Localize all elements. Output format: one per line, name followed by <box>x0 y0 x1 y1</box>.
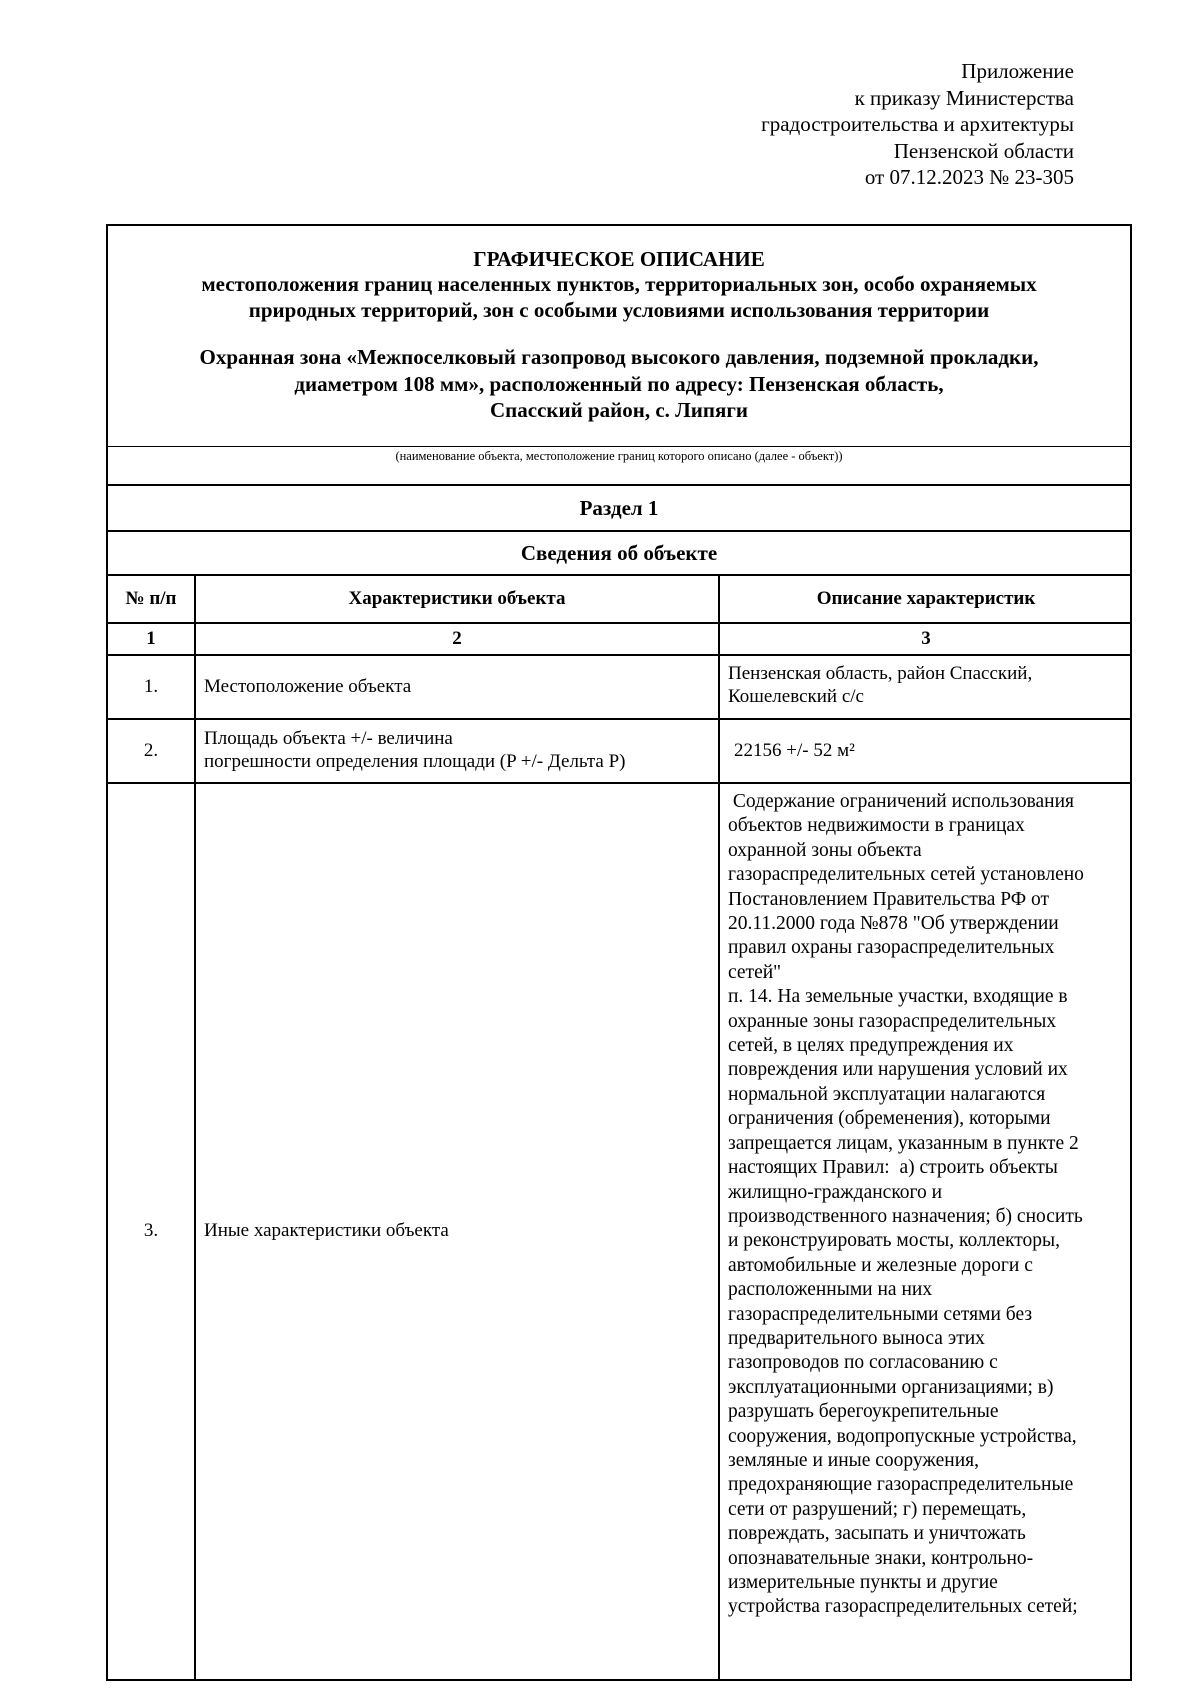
annex-line: градостроительства и архитектуры <box>761 112 1074 136</box>
row-1-num: 1. <box>143 676 159 697</box>
description-line: настоящих Правил: а) строить объекты <box>728 1157 1058 1179</box>
description-line: устройства газораспределительных сетей; <box>728 1596 1078 1618</box>
description-line: правил охраны газораспределительных <box>728 937 1055 959</box>
description-line: объектов недвижимости в границах <box>728 815 1025 837</box>
row-3-description <box>728 790 1132 1620</box>
annex-block <box>554 58 1074 191</box>
description-line: расположенными на них <box>728 1279 933 1301</box>
col-number: 2 <box>452 628 462 649</box>
header-characteristic: Характеристики объекта <box>348 588 566 609</box>
col-number: 3 <box>921 628 931 649</box>
description-line: автомобильные и железные дороги с <box>728 1254 1033 1276</box>
description-line: Содержание ограничений использования <box>728 791 1075 812</box>
description-line: сети от разрушений; г) перемещать, <box>728 1498 1027 1520</box>
description-line: охранной зоны объекта <box>728 839 922 861</box>
object-line: Спасский район, с. Липяги <box>490 398 748 422</box>
header-num: № п/п <box>125 588 177 609</box>
description-line: Кошелевский с/с <box>728 686 864 707</box>
annex-line: к приказу Министерства <box>854 85 1074 110</box>
description-line: Пензенская область, район Спасский, <box>728 663 1033 684</box>
column-separator <box>194 574 196 1681</box>
description-line: и реконструировать мосты, коллекторы, <box>728 1230 1061 1252</box>
document-frame <box>106 224 1132 1681</box>
row-2-num: 2. <box>143 740 159 761</box>
description-line: повреждать, засыпать и уничтожать <box>728 1523 1026 1545</box>
description-line: земляные и иные сооружения, <box>728 1449 980 1471</box>
document-header <box>108 226 1130 446</box>
row-2-characteristic <box>204 727 716 773</box>
document-title: ГРАФИЧЕСКОЕ ОПИСАНИЕ <box>473 247 765 271</box>
description-line: п. 14. На земельные участки, входящие в <box>728 986 1068 1008</box>
characteristic-line: Площадь объекта +/- величина <box>204 728 453 749</box>
description-line: производственного назначения; б) сносить <box>728 1205 1083 1227</box>
description-line: разрушать берегоукрепительные <box>728 1401 999 1423</box>
description-line: запрещается лицам, указанным в пункте 2 <box>728 1132 1079 1154</box>
description-line: газопроводов по согласованию с <box>728 1352 998 1374</box>
section-title: Раздел 1 <box>579 496 659 520</box>
description-line: измерительные пункты и другие <box>728 1572 998 1593</box>
description-line: охранные зоны газораспределительных <box>728 1010 1057 1032</box>
annex-line: от 07.12.2023 № 23-305 <box>864 165 1074 189</box>
description-line: сетей, в целях предупреждения их <box>728 1035 1014 1057</box>
column-separator <box>718 574 720 1681</box>
row-1-description <box>728 662 1130 708</box>
description-line: нормальной эксплуатации налагаются <box>728 1083 1046 1105</box>
section-subtitle: Сведения об объекте <box>520 541 718 565</box>
object-name <box>108 344 1130 424</box>
annex-line: Пензенской области <box>893 138 1074 163</box>
characteristic-line: погрешности определения площади (P +/- Дельта P) <box>204 751 626 772</box>
divider <box>108 782 1130 784</box>
description-line: сетей" <box>728 961 782 983</box>
col-number: 1 <box>146 628 156 649</box>
description-line: сооружения, водопропускные устройства, <box>728 1425 1077 1447</box>
document-subtitle <box>108 271 1130 323</box>
description-line: Постановлением Правительства РФ от <box>728 888 1050 910</box>
description-line: жилищно-гражданского и <box>728 1181 943 1203</box>
description-line: повреждения или нарушения условий их <box>728 1059 1068 1081</box>
subtitle-line: местоположения границ населенных пунктов, территориальных зон, особо охраняемых <box>201 272 1037 296</box>
subtitle-line: природных территорий, зон с особыми условиями использования территории <box>248 298 990 322</box>
description-line: предварительного выноса этих <box>728 1327 985 1349</box>
description-line: газораспределительных сетей установлено <box>728 864 1084 886</box>
description-line: эксплуатационными организациями; в) <box>728 1376 1054 1398</box>
object-note: (наименование объекта, местоположение границ которого описано (далее - объект)) <box>108 446 1130 469</box>
description-line: газораспределительными сетями без <box>728 1303 1033 1325</box>
row-3-num: 3. <box>143 1220 159 1241</box>
object-line: Охранная зона «Межпоселковый газопровод высокого давления, подземной прокладки, <box>199 345 1039 369</box>
description-line: 20.11.2000 года №878 "Об утверждении <box>728 913 1059 935</box>
row-1-characteristic: Местоположение объекта <box>204 676 412 697</box>
row-2-description: 22156 +/- 52 м² <box>734 740 855 761</box>
row-3-characteristic: Иные характеристики объекта <box>204 1220 449 1241</box>
description-line: предохраняющие газораспределительные <box>728 1474 1074 1496</box>
description-line: опознавательные знаки, контрольно- <box>728 1547 1034 1569</box>
header-description: Описание характеристик <box>816 588 1036 609</box>
description-line: ограничения (обременения), которыми <box>728 1108 1051 1130</box>
object-line: диаметром 108 мм», расположенный по адресу: Пензенская область, <box>294 371 944 396</box>
annex-line: Приложение <box>961 59 1074 83</box>
